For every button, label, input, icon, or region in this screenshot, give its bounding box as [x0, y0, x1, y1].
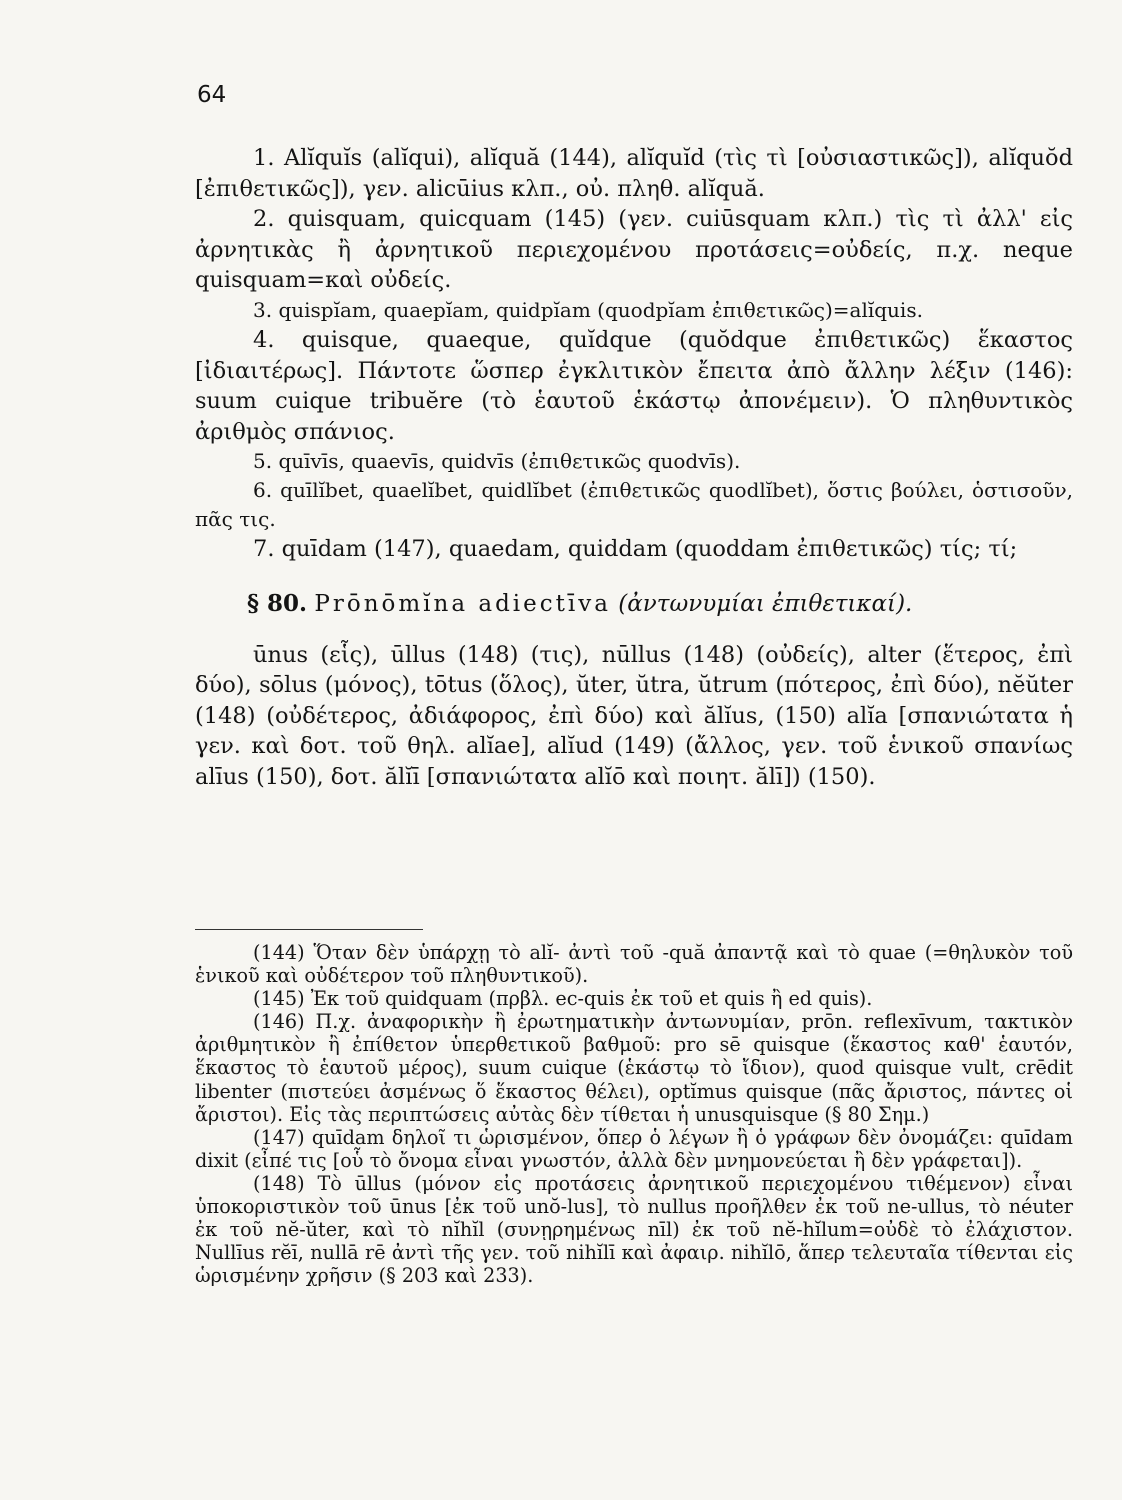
paragraph-7: 7. quīdam (147), quaedam, quiddam (quoddam ἐπιθετικῶς) τίς; τί;	[253, 536, 1018, 563]
paragraph-6: 6. quīlĭbet, quaelĭbet, quidlĭbet (ἐπιθετικῶς quodlĭbet), ὅστις βούλει, ὁστισοῦν, πᾶς τις.	[195, 478, 1073, 532]
footnote-146: (146) Π.χ. ἀναφορικὴν ἢ ἐρωτηματικὴν ἀντωνυμίαν, prōn. reflexīvum, τακτικὸν ἀριθμητικὸν ἢ ἐπίθετον ὑπερθετικοῦ βαθμοῦ: pro sē quisque (ἕκαστος καθ' ἑαυτόν, ἕκαστος τὸ ἑαυτοῦ μέρος), suum cuique (ἑκάστῳ τὸ ἴδιον), quod quisque vult, crēdit libenter (πιστεύει ἀσμένως ὅ ἕκαστος θέλει), optĭmus quisque (πᾶς ἄριστος, πάντες οἱ ἄριστοι). Εἰς τὰς περιπτώσεις αὐτὰς δὲν τίθεται ἡ unusquisque (§ 80 Σημ.)	[195, 1010, 1073, 1126]
paragraph-5: 5. quīvīs, quaevīs, quidvīs (ἐπιθετικῶς quodvīs).	[253, 449, 741, 474]
footnote-144: (144) Ὅταν δὲν ὑπάρχῃ τὸ alĭ- ἀντὶ τοῦ -quă ἀπαντᾷ καὶ τὸ quae (=θηλυκὸν τοῦ ἑνικοῦ καὶ οὐδέτερον τοῦ πληθυντικοῦ).	[195, 941, 1073, 988]
footnote-145: (145) Ἐκ τοῦ quidquam (πρβλ. ec-quis ἐκ τοῦ et quis ἢ ed quis).	[253, 987, 873, 1011]
footnote-148: (148) Τὸ ūllus (μόνον εἰς προτάσεις ἀρνητικοῦ περιεχομένου τιθέμενον) εἶναι ὑποκοριστικὸν τοῦ ūnus [ἐκ τοῦ unŏ-lus], τὸ nullus προῆλθεν ἐκ τοῦ ne-ullus, τὸ néuter ἐκ τοῦ nĕ-ŭter, καὶ τὸ nĭhĭl (συνῃρημένως nīl) ἐκ τοῦ nĕ-hĭlum=οὐδὲ τὸ ἐλάχιστον. Nullīus rĕī, nullā rē ἀντὶ τῆς γεν. τοῦ nihĭlī καὶ ἀφαιρ. nihĭlō, ἅπερ τελευταῖα τίθενται εἰς ὡρισμένην χρῆσιν (§ 203 καὶ 233).	[195, 1171, 1073, 1288]
main-text	[195, 143, 1073, 793]
section-heading	[195, 589, 1073, 620]
section-greek-title: (ἀντωνυμίαι ἐπιθετικαί).	[618, 590, 913, 617]
page-number: 64	[197, 82, 227, 108]
section-number: § 80.	[247, 589, 308, 617]
paragraph-1: 1. Alĭquĭs (alĭqui), alĭquă (144), alĭquĭd (τὶς τὶ [οὐσιαστικῶς]), alĭquŏd [ἐπιθετικῶς]), γεν. alicūius κλπ., οὐ. πληθ. alĭquă.	[195, 145, 1073, 202]
footnote-147: (147) quīdam δηλοῖ τι ὡρισμένον, ὅπερ ὁ λέγων ἢ ὁ γράφων δὲν ὀνομάζει: quīdam dixit (εἶπέ τις [οὗ τὸ ὄνομα εἶναι γνωστόν, ἀλλὰ δὲν μνημονεύεται ἢ δὲν γράφεται]).	[195, 1125, 1073, 1172]
footnote-divider	[195, 929, 423, 930]
paragraph-3: 3. quispĭam, quaepĭam, quidpĭam (quodpĭam ἐπιθετικῶς)=alĭquis.	[253, 297, 923, 322]
paragraph-2: 2. quisquam, quicquam (145) (γεν. cuiūsquam κλπ.) τὶς τὶ ἀλλ' εἰς ἀρνητικὰς ἢ ἀρνητικοῦ περιεχομένου προτάσεις=οὐδείς, π.χ. neque quisquam=καὶ οὐδείς.	[195, 206, 1073, 294]
section-paragraph: ūnus (εἷς), ūllus (148) (τις), nūllus (148) (οὐδείς), alter (ἕτερος, ἐπὶ δύο), sōlus (μόνος), tōtus (ὅλος), ŭter, ŭtra, ŭtrum (πότερος, ἐπὶ δύο), nĕŭter (148) (οὐδέτερος, ἀδιάφορος, ἐπὶ δύο) καὶ ălĭus, (150) alĭa [σπανιώτατα ἡ γεν. καὶ δοτ. τοῦ θηλ. alĭae], alĭud (149) (ἄλλος, γεν. τοῦ ἑνικοῦ σπανίως alīus (150), δοτ. ălĭī [σπανιώτατα alĭō καὶ ποιητ. ălī]) (150).	[195, 641, 1073, 790]
section-title: Prōnōmĭna adiectīva	[314, 590, 611, 617]
paragraph-4: 4. quisque, quaeque, quĭdque (quŏdque ἐπιθετικῶς) ἕκαστος [ἰδιαιτέρως]. Πάντοτε ὥσπερ ἐγκλιτικὸν ἔπειτα ἀπὸ ἄλλην λέξιν (146): suum cuique tribuĕre (τὸ ἑαυτοῦ ἑκάστῳ ἀπονέμειν). Ὁ πληθυντικὸς ἀριθμὸς σπάνιος.	[195, 326, 1073, 445]
footnotes	[195, 941, 1073, 1287]
